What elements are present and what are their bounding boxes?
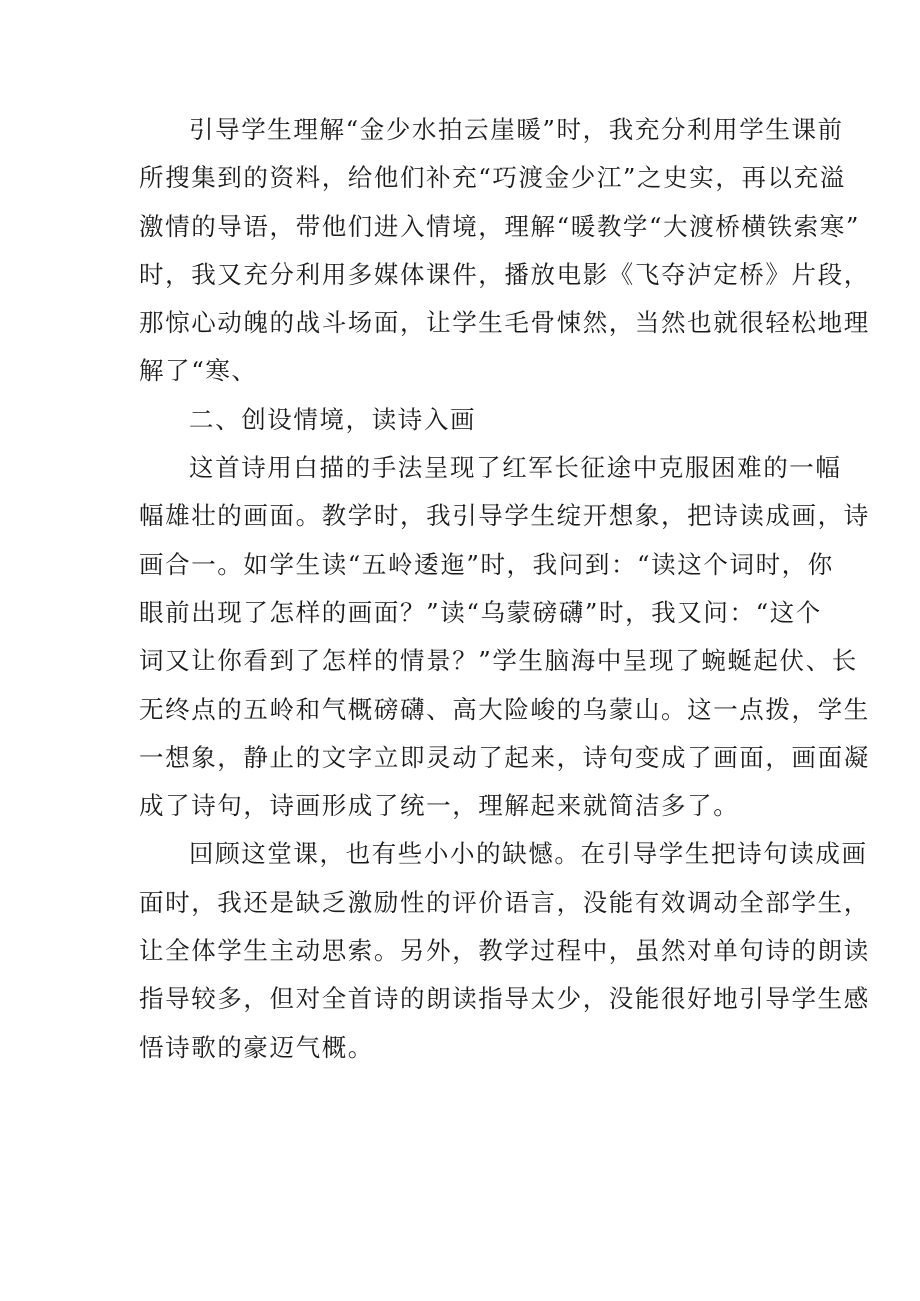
paragraph-line: 一想象，静止的文字立即灵动了起来，诗句变成了画面，画面凝 <box>139 742 870 772</box>
paragraph-line: 画合一。如学生读“五岭逶迤”时，我问到：“读这个词时，你 <box>139 549 834 579</box>
paragraph-line: 让全体学生主动思索。另外，教学过程中，虽然对单句诗的朗读 <box>139 936 870 966</box>
paragraph-line: 成了诗句，诗画形成了统一，理解起来就简洁多了。 <box>139 791 740 821</box>
paragraph-3 <box>139 830 870 1071</box>
paragraph-2 <box>139 444 870 830</box>
paragraph-line: 悟诗歌的豪迈气概。 <box>139 1032 374 1062</box>
paragraph-line: 时，我又充分利用多媒体课件，播放电影《飞夺泸定桥》片段， <box>139 259 870 289</box>
paragraph-line: 所搜集到的资料，给他们补充“巧渡金少江”之史实，再以充溢 <box>139 163 846 193</box>
paragraph-line: 无终点的五岭和气概磅礴、高大险峻的乌蒙山。这一点拨，学生 <box>139 694 870 724</box>
paragraph-line: 回顾这堂课，也有些小小的缺憾。在引导学生把诗句读成画 <box>189 839 868 869</box>
paragraph-line: 那惊心动魄的战斗场面，让学生毛骨悚然，当然也就很轻松地理 <box>139 308 870 338</box>
paragraph-line: 激情的导语，带他们进入情境，理解“暖教学“大渡桥横铁索寒” <box>139 211 860 241</box>
paragraph-line: 眼前出现了怎样的画面？”读“乌蒙磅礴”时，我又问：“这个 <box>139 597 822 627</box>
section-heading: 二、创设情境，读诗入画 <box>189 404 477 434</box>
document-body <box>139 106 870 1072</box>
paragraph-line: 指导较多，但对全首诗的朗读指导太少，没能很好地引导学生感 <box>139 984 870 1014</box>
paragraph-1 <box>139 106 870 396</box>
paragraph-line: 这首诗用白描的手法呈现了红军长征途中克服困难的一幅 <box>189 453 842 483</box>
paragraph-line: 面时，我还是缺乏激励性的评价语言，没能有效调动全部学生， <box>139 887 870 917</box>
paragraph-line: 幅雄壮的画面。教学时，我引导学生绽开想象，把诗读成画，诗 <box>139 501 870 531</box>
paragraph-line: 词又让你看到了怎样的情景？”学生脑海中呈现了蜿蜒起伏、长 <box>139 646 858 676</box>
paragraph-line: 解了“寒、 <box>139 356 258 386</box>
paragraph-line: 引导学生理解“金少水拍云崖暖”时，我充分利用学生课前 <box>189 115 844 144</box>
